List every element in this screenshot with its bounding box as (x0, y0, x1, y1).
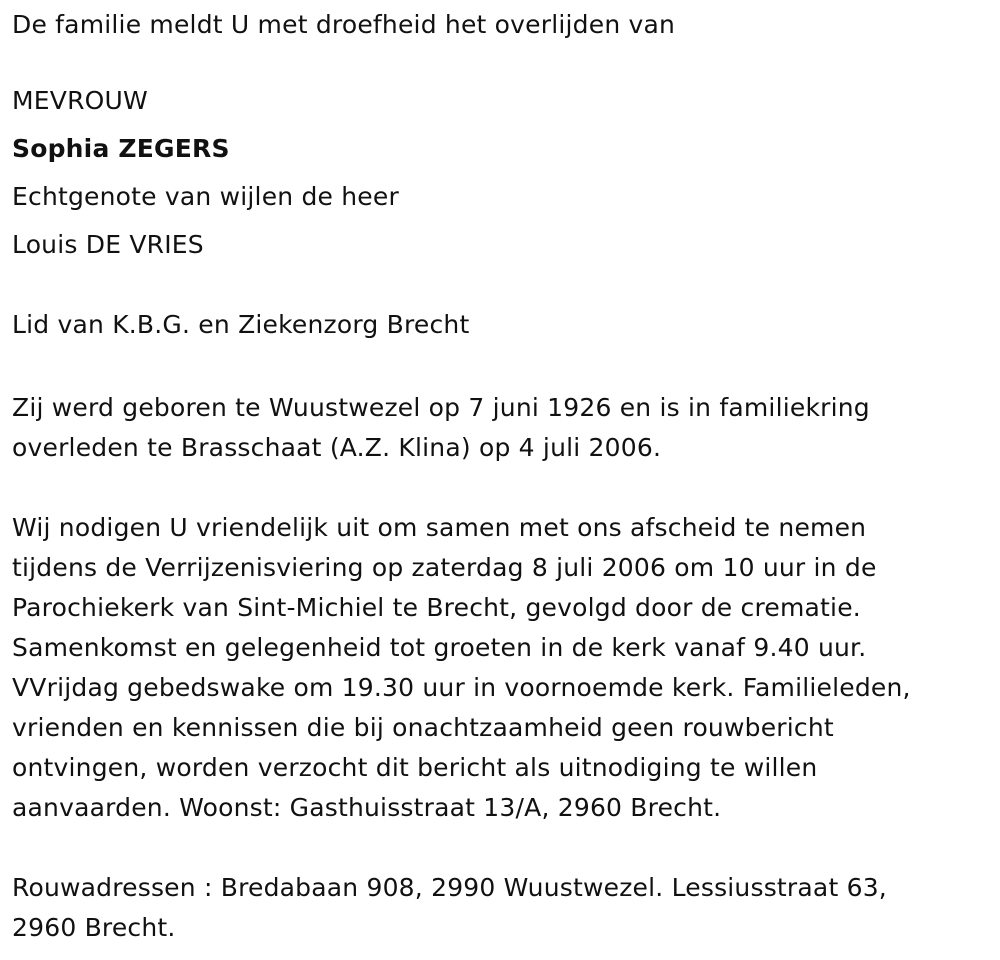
paragraph-line: Zij werd geboren te Wuustwezel op 7 juni 1926 en is in familiekring (12, 393, 870, 422)
paragraph-line: overleden te Brasschaat (A.Z. Klina) op 4 juli 2006. (12, 433, 662, 462)
paragraph-line: tijdens de Verrijzenisviering op zaterdag 8 juli 2006 om 10 uur in de (12, 553, 877, 582)
death-notice (12, 8, 992, 948)
deceased-name: Sophia ZEGERS (12, 134, 230, 163)
spouse-name: Louis DE VRIES (12, 230, 204, 259)
paragraph-line: aanvaarden. Woonst: Gasthuisstraat 13/A, 2960 Brecht. (12, 793, 722, 822)
intro-text: De familie meldt U met droefheid het overlijden van (12, 10, 676, 39)
paragraph-line: 2960 Brecht. (12, 913, 176, 942)
paragraph-line: Samenkomst en gelegenheid tot groeten in de kerk vanaf 9.40 uur. (12, 633, 867, 662)
honorific-title: MEVROUW (12, 86, 148, 115)
birth-death-paragraph (12, 388, 992, 468)
paragraph-line: Parochiekerk van Sint-Michiel te Brecht, gevolgd door de crematie. (12, 593, 861, 622)
paragraph-line: VVrijdag gebedswake om 19.30 uur in voornoemde kerk. Familieleden, (12, 673, 911, 702)
invitation-paragraph (12, 508, 992, 828)
mourning-addresses (12, 868, 992, 948)
membership-text: Lid van K.B.G. en Ziekenzorg Brecht (12, 310, 470, 339)
spouse-label: Echtgenote van wijlen de heer (12, 182, 399, 211)
paragraph-line: ontvingen, worden verzocht dit bericht als uitnodiging te willen (12, 753, 818, 782)
paragraph-line: Rouwadressen : Bredabaan 908, 2990 Wuustwezel. Lessiusstraat 63, (12, 873, 887, 902)
paragraph-line: Wij nodigen U vriendelijk uit om samen met ons afscheid te nemen (12, 513, 867, 542)
paragraph-line: vrienden en kennissen die bij onachtzaamheid geen rouwbericht (12, 713, 834, 742)
